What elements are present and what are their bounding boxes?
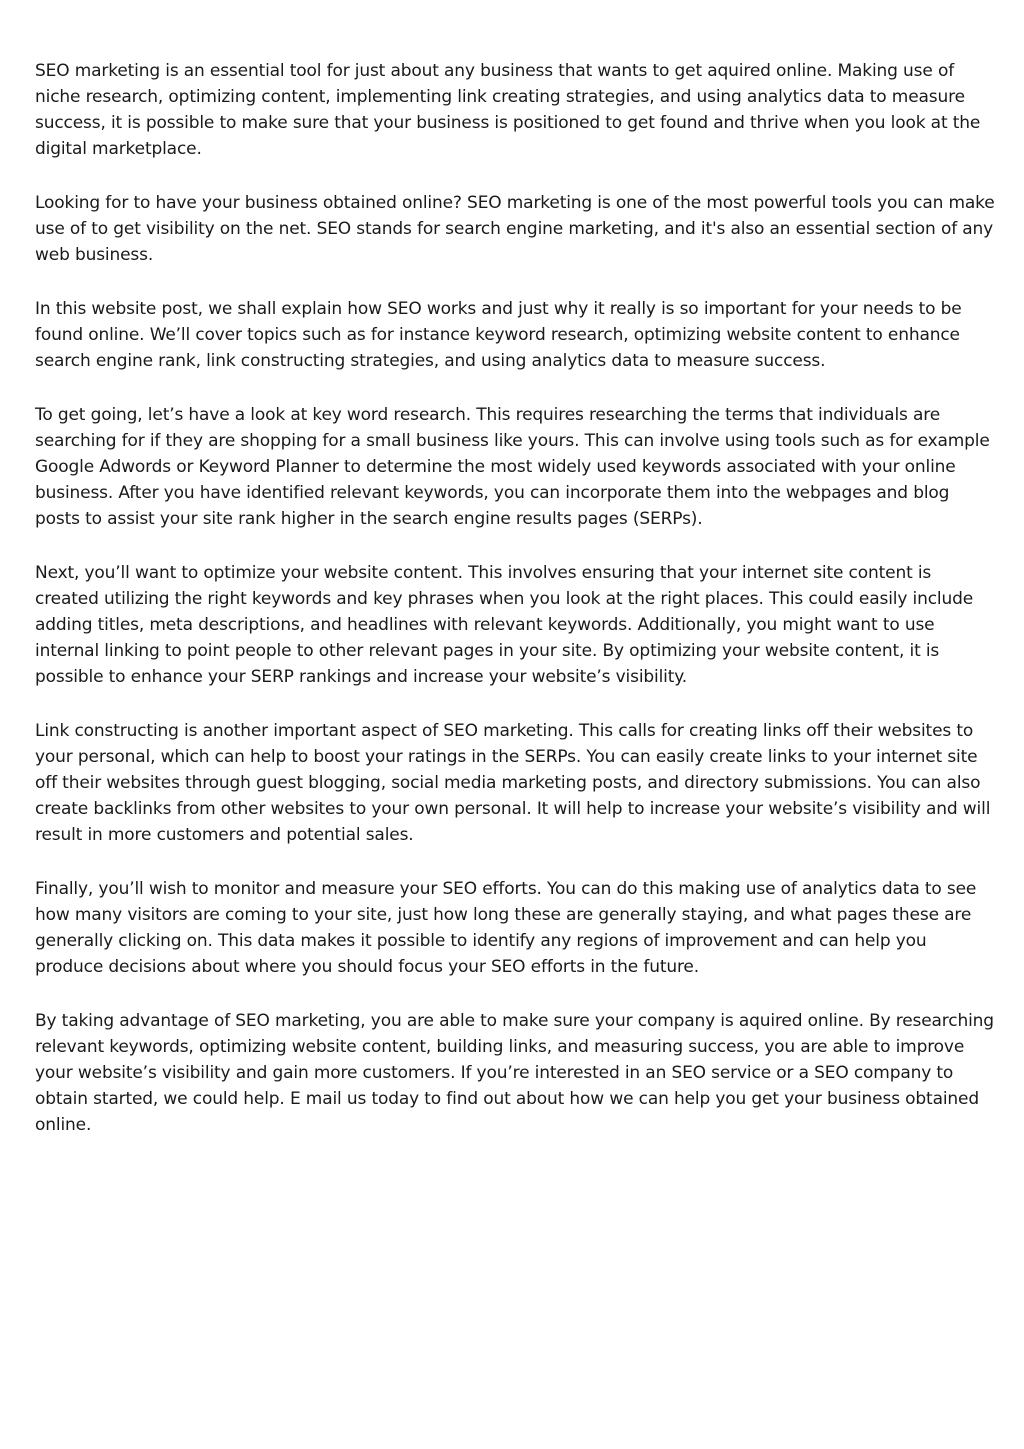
paragraph-intro: SEO marketing is an essential tool for just about any business that wants to get aquired online. Making use of niche research, optimizing content, implementing link creating strategies, and using analytics data to measure success, it is possible to make sure that your business is positioned to get found and thrive when you look at the digital marketplace. — [35, 61, 981, 159]
paragraph-monitor-measure: Finally, you’ll wish to monitor and measure your SEO efforts. You can do this making use of analytics data to see how many visitors are coming to your site, just how long these are generally staying, and what pages these are generally clicking on. This data makes it possible to identify any regions of improvement and can help you produce decisions about where you should focus your SEO efforts in the future. — [35, 879, 977, 977]
paragraph-link-building: Link constructing is another important aspect of SEO marketing. This calls for creating links off their websites to your personal, which can help to boost your ratings in the SERPs. You can easily create links to your internet site off their websites through guest blogging, social media marketing posts, and directory submissions. You can also create backlinks from other websites to your own personal. It will help to increase your website’s visibility and will result in more customers and potential sales. — [35, 721, 991, 845]
paragraph-conclusion: By taking advantage of SEO marketing, you are able to make sure your company is aquired online. By researching relevant keywords, optimizing website content, building links, and measuring success, you are able to improve your website’s visibility and gain more customers. If you’re interested in an SEO service or a SEO company to obtain started, we could help. E mail us today to find out about how we can help you get your business obtained online. — [35, 1011, 994, 1135]
paragraph-looking-for: Looking for to have your business obtained online? SEO marketing is one of the most powerful tools you can make use of to get visibility on the net. SEO stands for search engine marketing, and it's also an essential section of any web business. — [35, 193, 995, 265]
article-body — [35, 58, 995, 1166]
paragraph-how-seo-works: In this website post, we shall explain how SEO works and just why it really is so important for your needs to be found online. We’ll cover topics such as for instance keyword research, optimizing website content to enhance search engine rank, link constructing strategies, and using analytics data to measure success. — [35, 299, 962, 371]
paragraph-optimize-content: Next, you’ll want to optimize your website content. This involves ensuring that your internet site content is created utilizing the right keywords and key phrases when you look at the right places. This could easily include adding titles, meta descriptions, and headlines with relevant keywords. Additionally, you might want to use internal linking to point people to other relevant pages in your site. By optimizing your website content, it is possible to enhance your SERP rankings and increase your website’s visibility. — [35, 563, 974, 687]
paragraph-keyword-research: To get going, let’s have a look at key word research. This requires researching the terms that individuals are searching for if they are shopping for a small business like yours. This can involve using tools such as for example Google Adwords or Keyword Planner to determine the most widely used keywords associated with your online business. After you have identified relevant keywords, you can incorporate them into the webpages and blog posts to assist your site rank higher in the search engine results pages (SERPs). — [35, 405, 990, 529]
